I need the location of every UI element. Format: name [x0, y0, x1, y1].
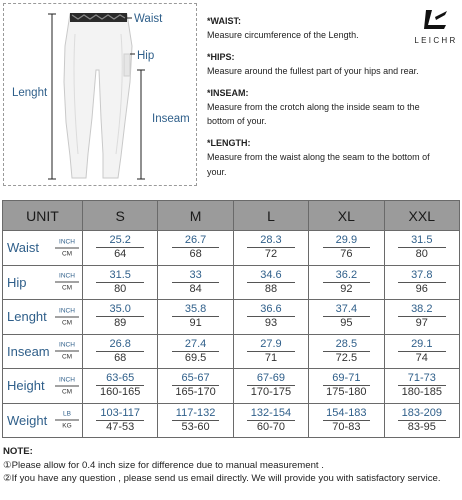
cell-value-primary: 69-71 — [323, 372, 371, 386]
instruction-text: Measure from the crotch along the inside seam to the bottom of your. — [207, 102, 420, 127]
instruction-length — [207, 136, 447, 179]
cell-value-secondary: 74 — [415, 351, 428, 364]
row-name: Weight — [7, 412, 48, 428]
note-section — [3, 445, 459, 486]
brand-logo — [413, 8, 459, 45]
unit-bottom-label: CM — [61, 250, 73, 258]
instruction-hips — [207, 50, 447, 79]
table-cell — [158, 231, 233, 266]
table-cell — [384, 334, 459, 369]
unit-bottom-label: CM — [61, 388, 73, 396]
table-cell — [83, 334, 158, 369]
row-header — [3, 265, 83, 300]
row-name: Hip — [7, 274, 27, 290]
cell-value-primary: 132-154 — [247, 407, 295, 421]
unit-top-label: INCH — [55, 237, 79, 248]
unit-label — [55, 272, 79, 293]
cell-value-secondary: 93 — [264, 317, 278, 330]
cell-value-secondary: 160-165 — [100, 386, 141, 399]
table-row — [3, 334, 460, 369]
note-line-2: ②If you have any question , please send us email directly. We will provide you with satisfactory service. — [3, 473, 441, 484]
unit-label — [55, 410, 79, 431]
unit-top-label: INCH — [55, 306, 79, 317]
cell-value-primary: 103-117 — [96, 407, 144, 421]
row-header — [3, 369, 83, 404]
cell-value-primary: 27.4 — [172, 338, 220, 352]
table-cell — [309, 231, 384, 266]
cell-value-primary: 67-69 — [247, 372, 295, 386]
size-table-body — [3, 231, 460, 438]
cell-value-primary: 35.8 — [172, 303, 220, 317]
cell-value-primary: 34.6 — [247, 269, 295, 283]
instruction-text: Measure from the waist along the seam to the bottom of your. — [207, 152, 430, 177]
unit-top-label: INCH — [55, 375, 79, 386]
cell-value-secondary: 96 — [415, 282, 428, 295]
cell-value-secondary: 165-170 — [175, 386, 216, 399]
row-name: Lenght — [7, 309, 47, 325]
table-cell — [233, 403, 308, 438]
size-header-xxl: XXL — [384, 201, 459, 231]
table-cell — [384, 300, 459, 335]
cell-value-primary: 26.8 — [96, 338, 144, 352]
cell-value-primary: 29.1 — [398, 338, 446, 352]
cell-value-primary: 71-73 — [398, 372, 446, 386]
cell-value-secondary: 180-185 — [401, 386, 442, 399]
instruction-text: Measure circumference of the Length. — [207, 30, 359, 41]
unit-top-label: INCH — [55, 341, 79, 352]
instruction-inseam — [207, 86, 447, 129]
table-header-row — [3, 201, 460, 231]
table-cell — [384, 231, 459, 266]
cell-value-primary: 154-183 — [323, 407, 371, 421]
table-cell — [309, 334, 384, 369]
cell-value-secondary: 83-95 — [407, 420, 436, 433]
table-cell — [158, 300, 233, 335]
note-title: NOTE: — [3, 446, 33, 457]
table-cell — [384, 369, 459, 404]
cell-value-secondary: 72.5 — [335, 351, 358, 364]
cell-value-secondary: 69.5 — [184, 351, 207, 364]
cell-value-primary: 35.0 — [96, 303, 144, 317]
instruction-title: *WAIST: — [207, 16, 242, 26]
cell-value-secondary: 72 — [264, 248, 278, 261]
instruction-title: *HIPS: — [207, 51, 235, 62]
size-header-s: S — [83, 201, 158, 231]
table-cell — [233, 300, 308, 335]
note-line-1: ①Please allow for 0.4 inch size for difference due to manual measurement . — [3, 459, 324, 471]
row-header — [3, 300, 83, 335]
table-cell — [83, 265, 158, 300]
table-cell — [83, 369, 158, 404]
row-name: Inseam — [7, 343, 50, 359]
size-chart-table — [2, 200, 460, 438]
table-cell — [309, 300, 384, 335]
cell-value-primary: 37.4 — [323, 303, 371, 317]
cell-value-secondary: 68 — [189, 248, 202, 261]
table-row — [3, 403, 460, 438]
table-cell — [83, 231, 158, 266]
cell-value-secondary: 60-70 — [256, 420, 286, 433]
unit-label — [55, 237, 79, 258]
cell-value-secondary: 92 — [340, 282, 353, 295]
cell-value-primary: 27.9 — [247, 338, 295, 352]
table-cell — [233, 369, 308, 404]
unit-label — [55, 375, 79, 396]
row-header — [3, 231, 83, 266]
cell-value-primary: 63-65 — [96, 372, 144, 386]
unit-bottom-label: CM — [61, 353, 73, 361]
hip-label: Hip — [137, 50, 155, 62]
unit-label — [55, 306, 79, 327]
measurement-illustration — [3, 3, 197, 186]
cell-value-secondary: 47-53 — [106, 420, 135, 433]
cell-value-secondary: 175-180 — [326, 386, 367, 399]
table-cell — [384, 265, 459, 300]
size-header-l: L — [233, 201, 308, 231]
instruction-title: *LENGTH: — [207, 137, 251, 148]
cell-value-primary: 25.2 — [96, 234, 144, 248]
cell-value-primary: 36.2 — [323, 269, 371, 283]
table-row — [3, 231, 460, 266]
table-row — [3, 300, 460, 335]
table-cell — [233, 334, 308, 369]
cell-value-secondary: 80 — [114, 282, 127, 295]
unit-top-label: LB — [55, 410, 79, 421]
cell-value-secondary: 170-175 — [250, 386, 292, 399]
cell-value-secondary: 80 — [415, 248, 428, 261]
unit-bottom-label: KG — [62, 422, 72, 430]
cell-value-secondary: 88 — [264, 282, 278, 295]
cell-value-secondary: 53-60 — [181, 420, 210, 433]
cell-value-secondary: 76 — [340, 248, 353, 261]
cell-value-primary: 117-132 — [172, 407, 220, 421]
table-cell — [158, 265, 233, 300]
cell-value-secondary: 89 — [114, 317, 127, 330]
cell-value-primary: 37.8 — [398, 269, 446, 283]
table-cell — [384, 403, 459, 438]
inseam-label: Inseam — [152, 113, 190, 125]
table-cell — [158, 403, 233, 438]
cell-value-primary: 33 — [172, 269, 220, 283]
table-cell — [233, 265, 308, 300]
unit-bottom-label: CM — [61, 284, 73, 292]
cell-value-primary: 31.5 — [398, 234, 446, 248]
unit-top-label: INCH — [55, 272, 79, 283]
table-cell — [158, 369, 233, 404]
cell-value-secondary: 97 — [415, 317, 428, 330]
size-header-m: M — [158, 201, 233, 231]
size-header-xl: XL — [309, 201, 384, 231]
unit-bottom-label: CM — [61, 319, 73, 327]
cell-value-secondary: 68 — [114, 351, 127, 364]
table-cell — [158, 334, 233, 369]
cell-value-secondary: 95 — [340, 317, 353, 330]
cell-value-primary: 38.2 — [398, 303, 446, 317]
table-cell — [309, 265, 384, 300]
cell-value-primary: 26.7 — [172, 234, 220, 248]
cell-value-secondary: 84 — [189, 282, 202, 295]
cell-value-primary: 31.5 — [96, 269, 144, 283]
length-label: Lenght — [12, 87, 48, 99]
instruction-title: *INSEAM: — [207, 87, 249, 98]
table-cell — [309, 403, 384, 438]
cell-value-secondary: 91 — [189, 317, 202, 330]
instruction-text: Measure around the fullest part of your hips and rear. — [207, 66, 419, 77]
table-row — [3, 265, 460, 300]
brand-name: LEICHR — [414, 36, 458, 45]
cell-value-primary: 36.6 — [247, 303, 295, 317]
instruction-waist — [207, 14, 447, 43]
cell-value-secondary: 64 — [114, 248, 127, 261]
table-cell — [233, 231, 308, 266]
table-row — [3, 369, 460, 404]
cell-value-primary: 28.5 — [323, 338, 371, 352]
brand-logo-icon — [423, 8, 449, 30]
measurement-instructions — [207, 14, 447, 186]
row-header — [3, 334, 83, 369]
waist-label: Waist — [134, 13, 163, 25]
cell-value-primary: 29.9 — [323, 234, 371, 248]
unit-label — [55, 341, 79, 362]
table-cell — [309, 369, 384, 404]
row-name: Height — [7, 378, 45, 394]
cell-value-secondary: 70-83 — [332, 420, 361, 433]
cell-value-primary: 65-67 — [172, 372, 220, 386]
row-header — [3, 403, 83, 438]
table-cell — [83, 403, 158, 438]
cell-value-primary: 183-209 — [398, 407, 446, 421]
table-cell — [83, 300, 158, 335]
cell-value-secondary: 71 — [264, 351, 278, 364]
unit-header: UNIT — [3, 201, 83, 231]
cell-value-primary: 28.3 — [247, 234, 295, 248]
row-name: Waist — [7, 240, 40, 256]
